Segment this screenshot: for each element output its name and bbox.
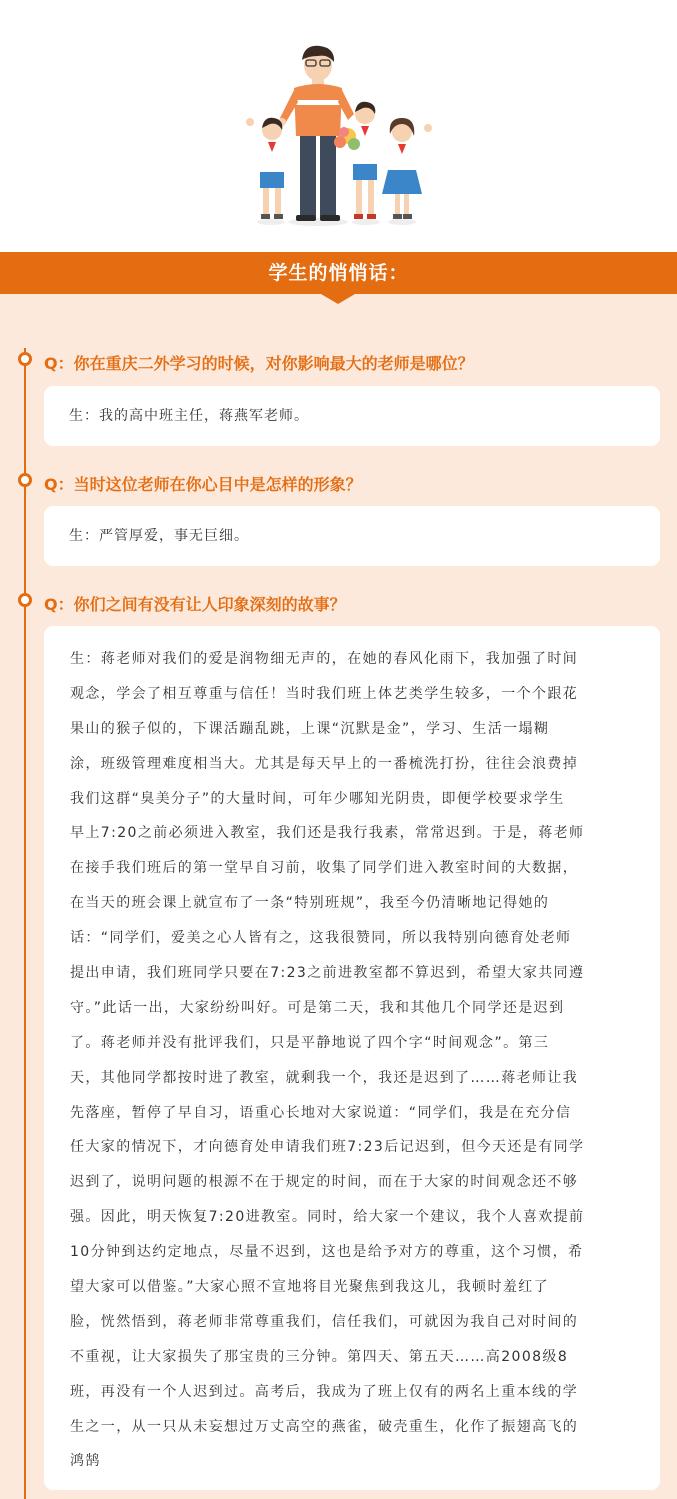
answer-line: 我们这群“臭美分子”的大量时间，可年少哪知光阴贵，即便学校要求学生 bbox=[70, 790, 565, 807]
header-illustration bbox=[0, 0, 677, 252]
answer-line: 早上7:20之前必须进入教室，我们还是我行我素，常常迟到。于是，蒋老师 bbox=[70, 825, 585, 842]
question-3: Q：你们之间有没有让人印象深刻的故事？ bbox=[44, 595, 346, 614]
question-2: Q：当时这位老师在你心目中是怎样的形象？ bbox=[44, 475, 362, 494]
answer-line: 先落座，暂停了早自习，语重心长地对大家说道：“同学们，我是在充分信 bbox=[70, 1104, 572, 1121]
answer-card-2 bbox=[44, 506, 660, 566]
section-title: 学生的悄悄话： bbox=[268, 262, 409, 284]
answer-line: 望大家可以借鉴。”大家心照不宣地将目光聚焦到我这儿，我顿时羞红了 bbox=[70, 1279, 550, 1296]
timeline-dot-icon bbox=[18, 473, 32, 487]
answer-line: 生之一，从一只从未妄想过万丈高空的燕雀，破壳重生，化作了振翅高飞的 bbox=[70, 1418, 579, 1435]
answer-1: 生：我的高中班主任，蒋燕军老师。 bbox=[69, 408, 309, 424]
answer-line: 班，再没有一个人迟到过。高考后，我成为了班上仅有的两名上重本线的学 bbox=[70, 1383, 579, 1400]
section-banner bbox=[0, 252, 677, 294]
answer-line: 任大家的情况下，才向德育处申请我们班7:23后记迟到，但今天还是有同学 bbox=[70, 1139, 585, 1156]
answer-3-text bbox=[70, 642, 636, 1479]
answer-line: 强。因此，明天恢复7:20进教室。同时，给大家一个建议，我个人喜欢提前 bbox=[70, 1209, 585, 1226]
answer-card-1 bbox=[44, 386, 660, 446]
timeline-line bbox=[24, 348, 26, 1499]
timeline-dot-icon bbox=[18, 352, 32, 366]
answer-line: 涂，班级管理难度相当大。尤其是每天早上的一番梳洗打扮，往往会浪费掉 bbox=[70, 755, 579, 772]
answer-line: 10分钟到达约定地点，尽量不迟到，这也是给予对方的尊重，这个习惯，希 bbox=[70, 1244, 584, 1261]
timeline-dot-icon bbox=[18, 593, 32, 607]
banner-pointer bbox=[321, 294, 355, 304]
answer-line: 提出申请，我们班同学只要在7:23之前进教室都不算迟到，希望大家共同遵 bbox=[70, 965, 585, 982]
answer-line: 在接手我们班后的第一堂早自习前，收集了同学们进入教室时间的大数据， bbox=[70, 860, 579, 877]
answer-line: 观念，学会了相互尊重与信任！当时我们班上体艺类学生较多，一个个跟花 bbox=[70, 685, 579, 702]
answer-line: 脸，恍然悟到，蒋老师非常尊重我们，信任我们，可就因为我自己对时间的 bbox=[70, 1313, 579, 1330]
question-1: Q：你在重庆二外学习的时候，对你影响最大的老师是哪位？ bbox=[44, 354, 474, 373]
answer-line: 不重视，让大家损失了那宝贵的三分钟。第四天、第五天……高2008级8 bbox=[70, 1348, 569, 1365]
answer-line: 守。”此话一出，大家纷纷叫好。可是第二天，我和其他几个同学还是迟到 bbox=[70, 999, 565, 1016]
answer-line: 鸿鹄 bbox=[70, 1453, 101, 1470]
answer-line: 在当天的班会课上就宣布了一条“特别班规”，我至今仍清晰地记得她的 bbox=[70, 895, 550, 912]
answer-card-3 bbox=[44, 626, 660, 1490]
answer-line: 天，其他同学都按时进了教室，就剩我一个，我还是迟到了……蒋老师让我 bbox=[70, 1069, 579, 1086]
answer-line: 果山的猴子似的，下课活蹦乱跳，上课“沉默是金”，学习、生活一塌糊 bbox=[70, 720, 550, 737]
answer-line: 了。蒋老师并没有批评我们，只是平静地说了四个字“时间观念”。第三 bbox=[70, 1034, 550, 1051]
answer-line: 话：“同学们，爱美之心人皆有之，这我很赞同，所以我特别向德育处老师 bbox=[70, 930, 572, 947]
teacher-students-illustration bbox=[238, 44, 438, 226]
answer-line: 生：蒋老师对我们的爱是润物细无声的，在她的春风化雨下，我加强了时间 bbox=[70, 651, 579, 667]
answer-2: 生：严管厚爱，事无巨细。 bbox=[69, 528, 249, 544]
answer-line: 迟到了，说明问题的根源不在于规定的时间，而在于大家的时间观念还不够 bbox=[70, 1174, 579, 1191]
